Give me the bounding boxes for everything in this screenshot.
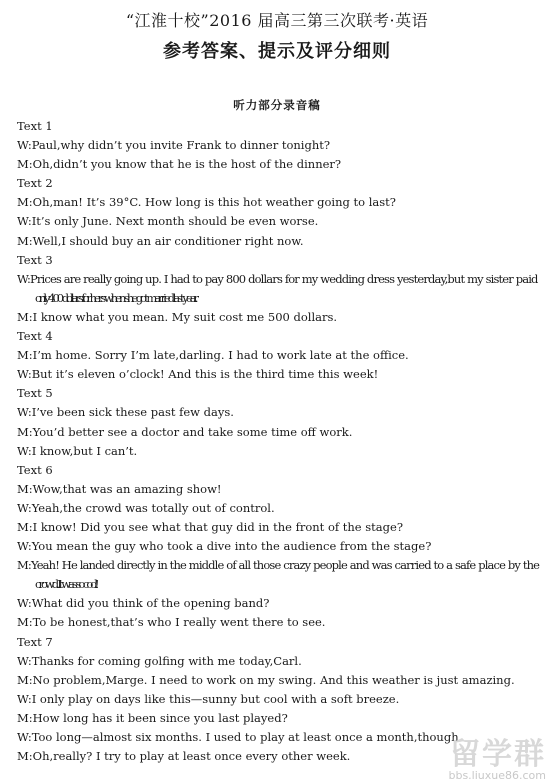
transcript-body: [17, 117, 542, 766]
watermark-logo: 留学群: [450, 737, 546, 772]
document-subtitle: 参考答案、提示及评分细则: [163, 41, 391, 62]
dialogue-line: M:To be honest,that’s who I really went there to see.: [17, 615, 326, 630]
text-heading: Text 4: [17, 329, 53, 344]
text-heading: Text 1: [17, 119, 53, 133]
dialogue-line: M:I’m home. Sorry I’m late,darling. I had to work late at the office.: [17, 348, 409, 363]
dialogue-line: M:You’d better see a doctor and take some time off work.: [17, 424, 353, 439]
text-heading: Text 6: [17, 462, 53, 477]
dialogue-line: W:Yeah,the crowd was totally out of control.: [17, 500, 275, 515]
text-heading: Text 2: [17, 176, 53, 191]
dialogue-line: M:Yeah! He landed directly in the middle of all those crazy people and was carried to a safe place by the: [17, 558, 540, 573]
dialogue-line: W:But it’s eleven o’clock! And this is the third time this week!: [17, 367, 379, 382]
watermark-url: bbs.liuxue86.com: [448, 769, 546, 782]
dialogue-line: M:Oh,didn’t you know that he is the host of the dinner?: [17, 157, 342, 172]
dialogue-line: W:You mean the guy who took a dive into the audience from the stage?: [17, 539, 432, 554]
dialogue-line: M:No problem,Marge. I need to work on my swing. And this weather is just amazing.: [17, 672, 515, 687]
text-heading: Text 5: [17, 386, 53, 401]
dialogue-line-continuation: only 400 dollars for hers when she got married last year.: [35, 290, 196, 305]
dialogue-line: M:I know what you mean. My suit cost me 500 dollars.: [17, 309, 338, 324]
dialogue-line: W:Paul,why didn’t you invite Frank to dinner tonight?: [17, 138, 331, 153]
dialogue-line: M:I know! Did you see what that guy did in the front of the stage?: [17, 519, 403, 534]
document-title: “江淮十校”2016 届高三第三次联考·英语: [125, 11, 429, 30]
dialogue-line: M:Oh,man! It’s 39°C. How long is this hot weather going to last?: [17, 195, 396, 210]
dialogue-line: M:Well,I should buy an air conditioner right now.: [17, 233, 304, 248]
dialogue-line: W:Thanks for coming golfing with me today,Carl.: [17, 653, 302, 668]
dialogue-line: W:Prices are really going up. I had to pay 800 dollars for my wedding dress yesterday,but my sister paid: [17, 271, 538, 286]
dialogue-line: M:Oh,really? I try to play at least once every other week.: [17, 749, 351, 764]
dialogue-line: W:Too long—almost six months. I used to play at least once a month,though.: [17, 730, 463, 744]
dialogue-line: W:I’ve been sick these past few days.: [17, 405, 234, 420]
text-heading: Text 7: [17, 634, 53, 649]
section-title: 听力部分录音稿: [233, 98, 321, 112]
dialogue-line: M:Wow,that was an amazing show!: [17, 481, 222, 496]
dialogue-line: W:I know,but I can’t.: [17, 443, 138, 458]
dialogue-line: W:I only play on days like this—sunny but cool with a soft breeze.: [17, 691, 400, 706]
watermark: [448, 737, 546, 782]
dialogue-line: M:How long has it been since you last played?: [17, 710, 288, 725]
dialogue-line: W:What did you think of the opening band?: [17, 596, 270, 611]
text-heading: Text 3: [17, 252, 53, 267]
dialogue-line-continuation: crowd. It was so cool!: [35, 577, 97, 592]
dialogue-line: W:It’s only June. Next month should be even worse.: [17, 214, 319, 229]
